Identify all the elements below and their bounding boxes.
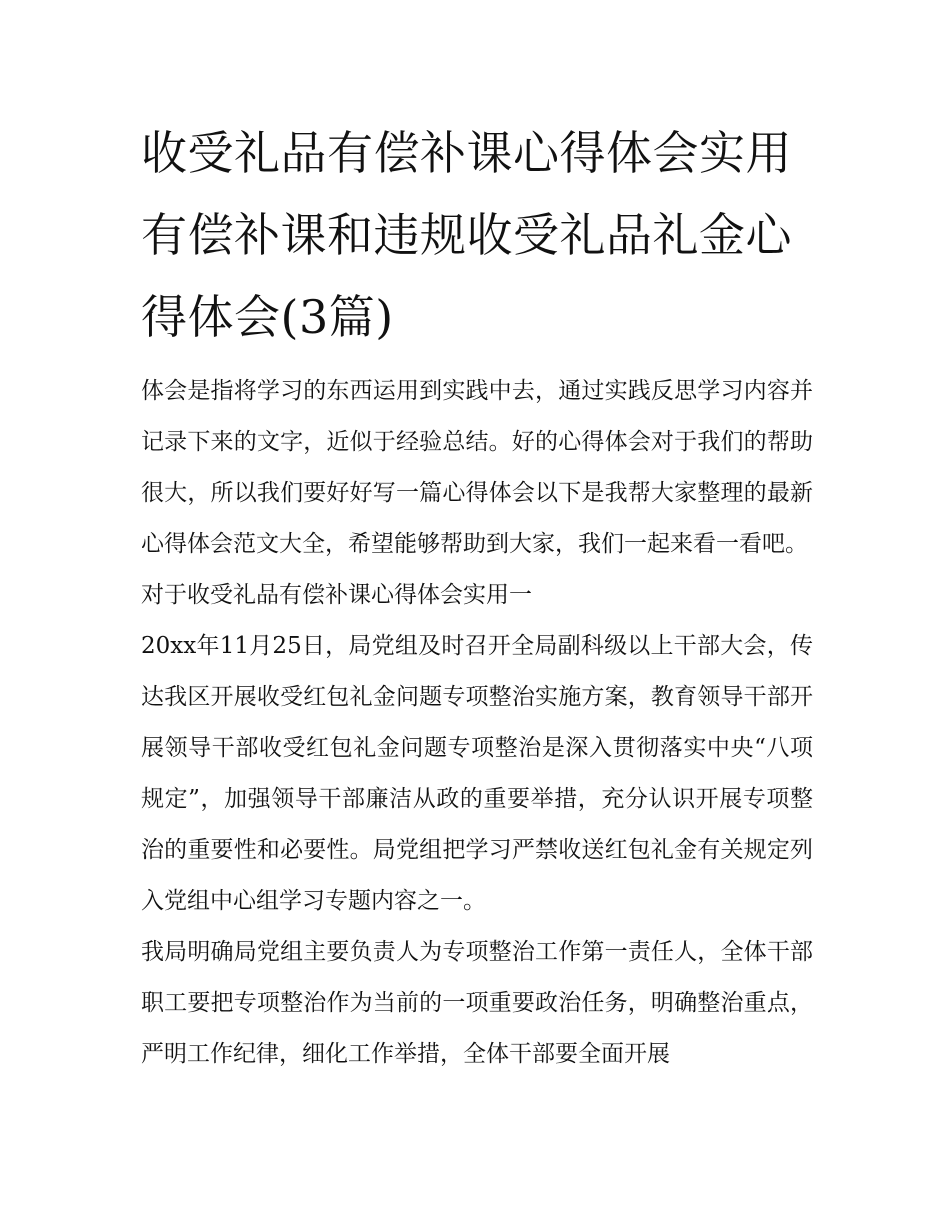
document-body [141,366,813,1080]
body-paragraph: 我局明确局党组主要负责人为专项整治工作第一责任人，全体干部职工要把专项整治作为当前的一项重要政治任务，明确整治重点，严明工作纪律，细化工作举措，全体干部要全面开展 [141,939,813,1067]
section-heading: 对于收受礼品有偿补课心得体会实用一 [141,582,532,608]
document-title: 收受礼品有偿补课心得体会实用 有偿补课和违规收受礼品礼金心得体会(3篇) [141,126,792,344]
body-paragraph: 20xx年11月25日，局党组及时召开全局副科级以上干部大会，传达我区开展收受红包礼金问题专项整治实施方案，教育领导干部开展领导干部收受红包礼金问题专项整治是深入贯彻落实中央“八项规定”，加强领导干部廉洁从政的重要举措，充分认识开展专项整治的重要性和必要性。局党组把学习严禁收送红包礼金有关规定列入党组中心组学习专题内容之一。 [141,633,813,914]
document-page [141,112,813,1080]
intro-paragraph: 体会是指将学习的东西运用到实践中去，通过实践反思学习内容并记录下来的文字，近似于经验总结。好的心得体会对于我们的帮助很大，所以我们要好好写一篇心得体会以下是我帮大家整理的最新心得体会范文大全，希望能够帮助到大家，我们一起来看一看吧。 [141,378,813,557]
